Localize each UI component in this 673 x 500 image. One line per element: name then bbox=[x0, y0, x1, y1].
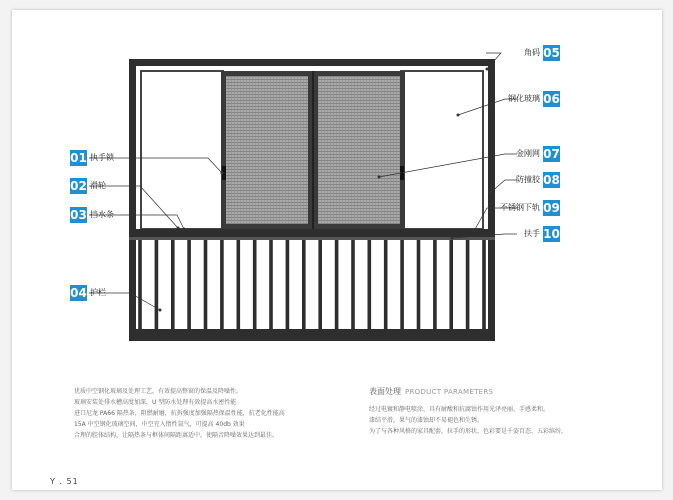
page-number: Y . 51 bbox=[50, 477, 79, 486]
baluster bbox=[417, 240, 421, 330]
baluster bbox=[220, 240, 224, 330]
text-line: 经过电镀和静电喷涂，具有耐酸和抗腐蚀作用光泽亮丽、手感柔和。 bbox=[369, 406, 550, 413]
callout-text: 不锈钢下轨 bbox=[500, 203, 540, 212]
text-line: 合理的腔体结构，让隔热条与框体间隔距离适中，使隔音降噪效果达到最佳。 bbox=[74, 432, 279, 439]
callout-pulley bbox=[70, 177, 109, 194]
baluster bbox=[384, 240, 388, 330]
callout-guardrail bbox=[70, 284, 109, 301]
callout-text: 金刚网 bbox=[516, 149, 540, 158]
text-line: 玻璃安装处排水槽高度加深，U 型防水处理有效提高水密性能 bbox=[74, 399, 237, 406]
baluster bbox=[466, 240, 470, 330]
features-text bbox=[74, 386, 314, 441]
callout-text: 执手锁 bbox=[90, 153, 114, 162]
baluster bbox=[351, 240, 355, 330]
baluster bbox=[433, 240, 437, 330]
callout-number: 10 bbox=[543, 226, 560, 241]
mesh-panel-left bbox=[226, 76, 308, 224]
section-title bbox=[369, 386, 619, 398]
text-line: 15A 中空钢化玻璃空间，中空充入惰性氩气，可提高 40db 效果 bbox=[74, 421, 245, 428]
baluster bbox=[302, 240, 306, 330]
callout-water-strip bbox=[70, 206, 117, 223]
text-line: 优质中空钢化玻璃及处理工艺，有效提高整窗的保温及降噪性。 bbox=[74, 388, 243, 395]
catalog-page bbox=[12, 10, 662, 490]
callout-number: 05 bbox=[543, 45, 560, 60]
callout-text: 护栏 bbox=[90, 288, 106, 297]
baluster bbox=[138, 240, 142, 330]
callout-glass bbox=[505, 90, 560, 107]
baluster bbox=[318, 240, 322, 330]
baluster bbox=[171, 240, 175, 330]
callout-number: 02 bbox=[70, 178, 87, 193]
baluster bbox=[253, 240, 257, 330]
title-cn: 表面处理 bbox=[369, 387, 401, 396]
callout-mesh bbox=[513, 145, 560, 162]
callout-text: 滑轮 bbox=[90, 181, 106, 190]
baluster bbox=[449, 240, 453, 330]
callout-number: 04 bbox=[70, 285, 87, 300]
callout-text: 角码 bbox=[524, 48, 540, 57]
baluster bbox=[335, 240, 339, 330]
title-en: PRODUCT PARAMETERS bbox=[405, 388, 494, 396]
baluster bbox=[368, 240, 372, 330]
baluster bbox=[400, 240, 404, 330]
callout-text: 钢化玻璃 bbox=[508, 94, 540, 103]
callout-number: 09 bbox=[543, 200, 560, 215]
baluster bbox=[482, 240, 486, 330]
handrail bbox=[129, 237, 495, 240]
callout-number: 01 bbox=[70, 150, 87, 165]
callout-number: 08 bbox=[543, 172, 560, 187]
baluster bbox=[237, 240, 241, 330]
callout-corner bbox=[521, 44, 560, 61]
baluster bbox=[155, 240, 159, 330]
glass-left bbox=[141, 71, 223, 229]
text-line: 进口尼龙 PA66 隔热条，阻燃耐磨，抗拆强度加强隔热保温性能，抗老化性能高 bbox=[74, 410, 285, 417]
surface-treatment bbox=[369, 386, 619, 437]
callout-handrail bbox=[521, 225, 560, 242]
callout-bumper bbox=[513, 171, 560, 188]
callout-number: 07 bbox=[543, 146, 560, 161]
callout-number: 06 bbox=[543, 91, 560, 106]
baluster bbox=[269, 240, 273, 330]
callout-text: 挡水条 bbox=[90, 210, 114, 219]
callout-number: 03 bbox=[70, 207, 87, 222]
baluster bbox=[187, 240, 191, 330]
baluster bbox=[204, 240, 208, 330]
glass-right bbox=[401, 71, 483, 229]
text-line: 漆结平滑，果气的漆蚀却不易褪色和生锈。 bbox=[369, 417, 484, 424]
text-line: 为了与各种风格的家具配套，拉手的形状、色彩要是千姿百态、五彩缤纷。 bbox=[369, 428, 568, 435]
callout-lock bbox=[70, 149, 117, 166]
baluster bbox=[286, 240, 290, 330]
callout-rail bbox=[497, 199, 560, 216]
mesh-panel-right bbox=[318, 76, 400, 224]
callout-text: 扶手 bbox=[524, 229, 540, 238]
callout-text: 防撞胶 bbox=[516, 175, 540, 184]
